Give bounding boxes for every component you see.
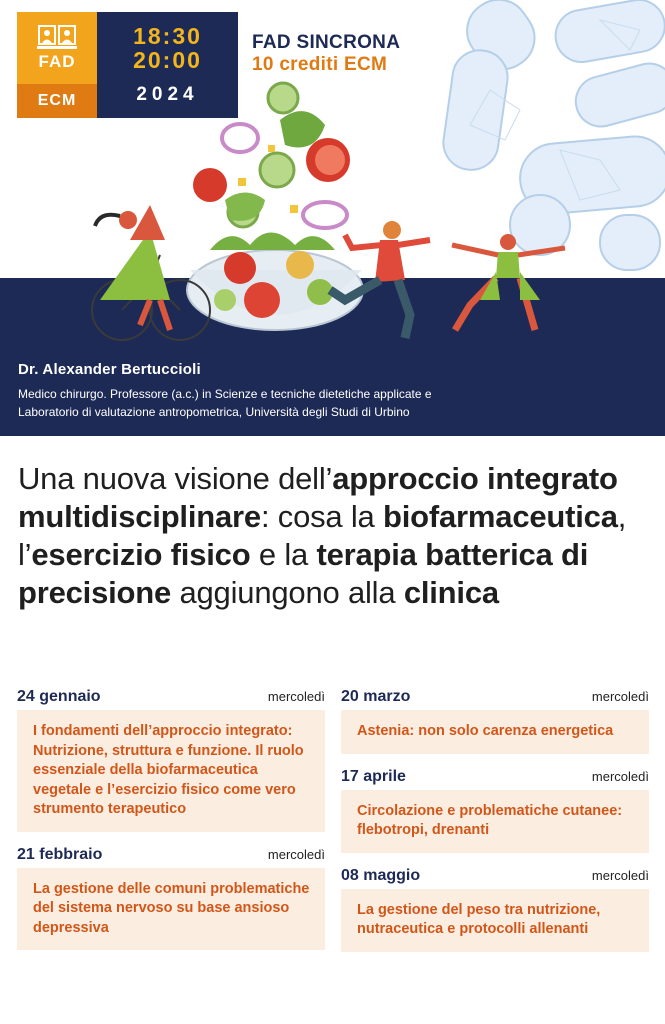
title-part: Una nuova visione dell’ [18,461,333,496]
title-bold: esercizio fisico [31,537,251,572]
session-header [17,846,325,868]
time-start: 18:30 [133,23,202,49]
speaker-role-line2: Laboratorio di valutazione antropometrica, Università degli Studi di Urbino [18,405,410,419]
fad-heading [252,32,400,76]
exercise-figure [452,234,565,330]
session-weekday: mercoledì [591,867,649,883]
title-bold: biofarmaceutica [383,499,618,534]
session-weekday: mercoledì [591,768,649,784]
session-topic: Circolazione e problematiche cutanee: flebotropi, drenanti [341,790,649,853]
speaker-role-line1: Medico chirurgo. Professore (a.c.) in Scienze e tecniche dietetiche applicate e [18,387,432,401]
event-badge [17,12,238,118]
session-header [341,768,649,790]
session-date: 21 febbraio [17,845,103,863]
video-conference-icon [37,24,77,50]
title-bold: clinica [403,575,499,610]
title-part: , l’ [18,499,627,572]
session-header [341,867,649,889]
session-topic: La gestione delle comuni problematiche del sistema nervoso su base ansioso depressiva [17,868,325,951]
ecm-credits: 10 crediti ECM [252,54,388,75]
fad-label: FAD [38,52,76,71]
schedule-column-right [341,688,649,966]
event-year: 2024 [136,84,199,105]
badge-time [97,12,238,118]
hero-section [0,0,665,436]
salad-bowl [187,233,363,331]
cyclist-figure [92,205,210,340]
session-date: 24 gennaio [17,688,101,705]
speaker-block [18,361,658,421]
session-topic: La gestione del peso tra nutrizione, nutraceutica e protocolli allenanti [341,889,649,952]
title-part: aggiungono alla [171,575,404,610]
course-title [18,460,658,612]
title-bold: approccio integrato multidisciplinare [18,461,618,534]
title-part: : cosa la [260,499,383,534]
session-item [17,846,325,951]
session-date: 17 aprile [341,767,406,785]
session-topic: Astenia: non solo carenza energetica [341,710,649,754]
session-weekday: mercoledì [267,846,325,862]
ecm-label: ECM [17,84,97,118]
session-topic: I fondamenti dell’approccio integrato: Nutrizione, struttura e funzione. Il ruolo essenziale della biofarmaceutica vegetale e l’esercizio fisico come vero strumento terapeutico [17,710,325,832]
session-weekday: mercoledì [591,689,649,704]
session-item [341,867,649,952]
session-date: 08 maggio [341,866,421,884]
speaker-name: Dr. Alexander Bertuccioli [18,361,201,378]
session-header [341,688,649,710]
title-bold: terapia batterica di precisione [18,537,589,610]
session-item [17,688,325,832]
session-date: 20 marzo [341,688,411,705]
session-item [341,768,649,853]
badge-fad [17,12,97,84]
time-end: 20:00 [133,47,202,73]
badge-fad-ecm [17,12,97,118]
bacteria-illustration [440,0,665,270]
session-weekday: mercoledì [267,689,325,704]
title-part: e la [250,537,317,572]
schedule-column-left [17,688,325,964]
fad-sincrona: FAD SINCRONA [252,32,401,53]
session-header [17,688,325,710]
session-item [341,688,649,754]
